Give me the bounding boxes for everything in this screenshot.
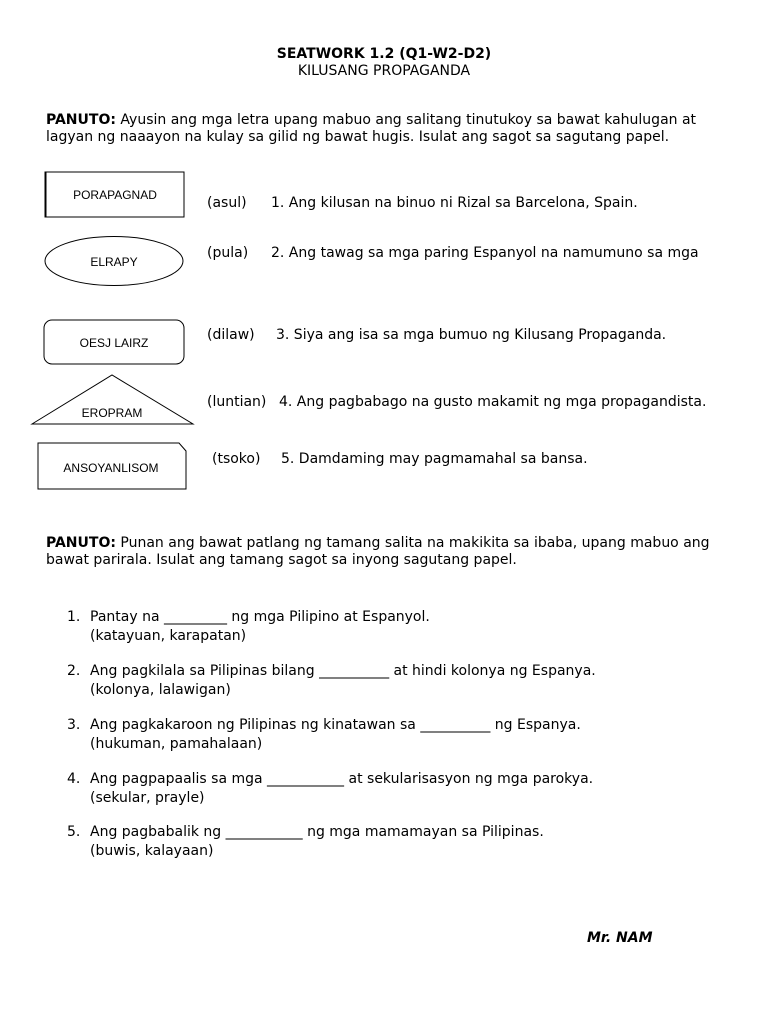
scrambled-word-5: ANSOYANLISOM <box>63 461 159 475</box>
color-label-1: (asul) <box>207 195 247 211</box>
question-number: 4. <box>67 771 81 787</box>
question-number: 1. <box>67 609 81 625</box>
item-definition-4: 4. Ang pagbabago na gusto makamit ng mga propagandista. <box>279 394 707 410</box>
scrambled-word-4: EROPRAM <box>81 406 143 420</box>
question-line: Ang pagkilala sa Pilipinas bilang __________ at hindi kolonya ng Espanya. <box>90 663 596 679</box>
question-line: Ang pagkakaroon ng Pilipinas ng kinatawan sa __________ ng Espanya. <box>90 717 581 733</box>
directions-2-label: PANUTO: <box>46 535 116 551</box>
question-number: 3. <box>67 717 81 733</box>
question-line: Pantay na _________ ng mga Pilipino at Espanyol. <box>90 609 430 625</box>
color-label-5: (tsoko) <box>212 451 261 467</box>
question-choices: (hukuman, pamahalaan) <box>90 735 263 752</box>
directions-2-text: Punan ang bawat patlang ng tamang salita na makikita sa ibaba, upang mabuo ang bawat parirala. Isulat ang tamang sagot sa inyong sagutang papel. <box>46 535 710 568</box>
scrambled-word-3: OESJ LAIRZ <box>79 336 149 350</box>
question-choices: (kolonya, lalawigan) <box>90 681 231 698</box>
question-choices: (sekular, prayle) <box>90 789 205 806</box>
question-choices: (katayuan, karapatan) <box>90 627 247 644</box>
question-number: 5. <box>67 824 81 840</box>
color-label-4: (luntian) <box>207 394 267 410</box>
question-line: Ang pagbabalik ng ___________ ng mga mamamayan sa Pilipinas. <box>90 824 544 840</box>
question-choices: (buwis, kalayaan) <box>90 842 214 859</box>
directions-1-label: PANUTO: <box>46 112 116 128</box>
item-definition-1: 1. Ang kilusan na binuo ni Rizal sa Barcelona, Spain. <box>271 195 638 211</box>
item-definition-3: 3. Siya ang isa sa mga bumuo ng Kilusang Propaganda. <box>276 327 667 343</box>
shape-rectangle <box>45 172 184 217</box>
question-line: Ang pagpapaalis sa mga ___________ at sekularisasyon ng mga parokya. <box>90 771 594 787</box>
shape-rounded-rectangle <box>44 320 184 364</box>
page-title: SEATWORK 1.2 (Q1-W2-D2) <box>276 46 492 62</box>
color-label-3: (dilaw) <box>207 327 255 343</box>
shape-triangle <box>32 375 193 424</box>
scrambled-word-1: PORAPAGNAD <box>73 188 157 202</box>
scrambled-word-2: ELRAPY <box>90 255 138 269</box>
page-subtitle: KILUSANG PROPAGANDA <box>297 63 471 79</box>
item-definition-2: 2. Ang tawag sa mga paring Espanyol na namumuno sa mga <box>271 245 699 261</box>
directions-1-text: Ayusin ang mga letra upang mabuo ang salitang tinutukoy sa bawat kahulugan at lagyan ng naaayon na kulay sa gilid ng bawat hugis. Isulat ang sagot sa sagutang papel. <box>46 112 697 145</box>
question-number: 2. <box>67 663 81 679</box>
color-label-2: (pula) <box>207 245 249 261</box>
directions-2 <box>46 535 726 569</box>
shape-folded-corner <box>38 443 186 489</box>
item-definition-5: 5. Damdaming may pagmamahal sa bansa. <box>281 451 588 467</box>
author-name: Mr. NAM <box>587 930 653 946</box>
shape-ellipse <box>45 237 183 286</box>
